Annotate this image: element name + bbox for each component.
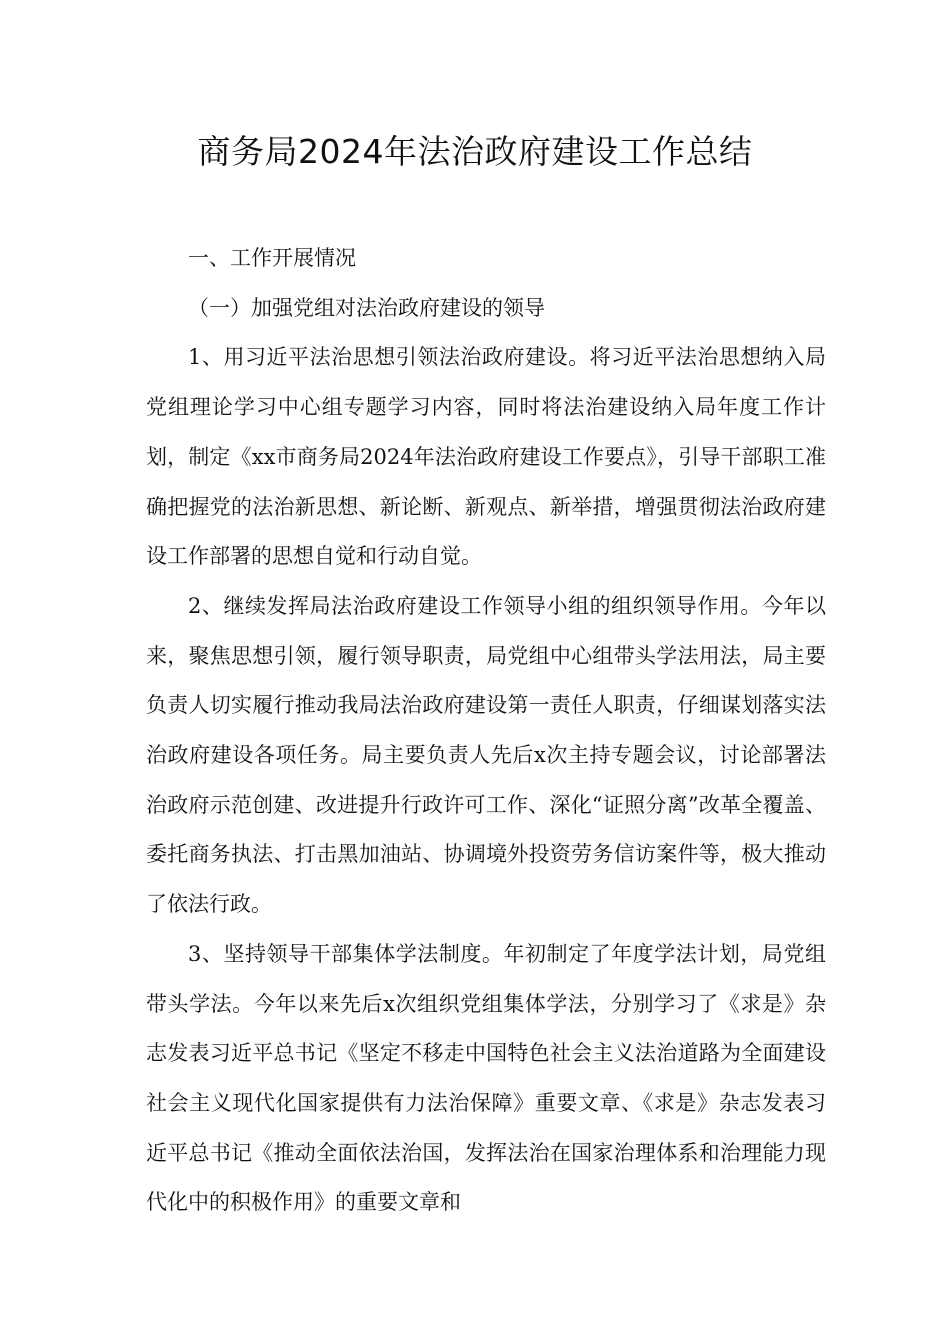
section-heading: 一、工作开展情况 <box>188 246 356 270</box>
paragraph: 1、用习近平法治思想引领法治政府建设。将习近平法治思想纳入局党组理论学习中心组专题学习内容，同时将法治建设纳入局年度工作计划，制定《xx市商务局2024年法治政府建设工作要点》，引导干部职工准确把握党的法治新思想、新论断、新观点、新举措，增强贯彻法治政府建设工作部署的思想自觉和行动自觉。 <box>146 345 826 569</box>
document-body <box>146 234 826 1228</box>
subsection-heading: （一）加强党组对法治政府建设的领导 <box>188 295 545 320</box>
paragraph: 2、继续发挥局法治政府建设工作领导小组的组织领导作用。今年以来，聚焦思想引领，履行领导职责，局党组中心组带头学法用法，局主要负责人切实履行推动我局法治政府建设第一责任人职责，仔细谋划落实法治政府建设各项任务。局主要负责人先后x次主持专题会议，讨论部署法治政府示范创建、改进提升行政许可工作、深化“证照分离”改革全覆盖、委托商务执法、打击黑加油站、协调境外投资劳务信访案件等，极大推动了依法行政。 <box>146 593 826 917</box>
document-title: 商务局2024年法治政府建设工作总结 <box>197 132 753 171</box>
paragraph: 3、坚持领导干部集体学法制度。年初制定了年度学法计划，局党组带头学法。今年以来先后x次组织党组集体学法，分别学习了《求是》杂志发表习近平总书记《坚定不移走中国特色社会主义法治道路为全面建设社会主义现代化国家提供有力法治保障》重要文章、《求是》杂志发表习近平总书记《推动全面依法治国，发挥法治在国家治理体系和治理能力现代化中的积极作用》的重要文章和 <box>146 941 826 1215</box>
